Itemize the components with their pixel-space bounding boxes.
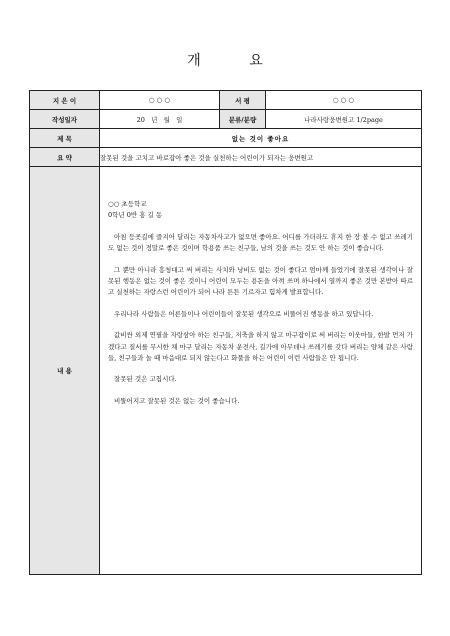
paragraph-6: 비뚤어지고 잘못된 것은 없는 것이 좋습니다. [114,396,240,405]
summary-label: 요 약 [30,148,100,167]
author-value: ○ ○ ○ [100,91,220,110]
subject-value: 없는 것이 좋아요 [100,129,422,148]
summary-row [30,148,422,167]
date-value: 20 년 월 일 [100,110,220,129]
subject-label: 제 목 [30,129,100,148]
school-line: ○○ 초등학교 [108,200,147,208]
summary-value: 잘못된 것을 고치고 바로잡아 좋은 것을 실천하는 어린이가 되자는 웅변원고 [100,148,422,167]
document-title: 개 요 [187,53,285,69]
content-row [30,167,422,575]
content-body [100,167,422,575]
overview-form [29,90,422,575]
paragraph-1: 아침 등굣길에 즐지어 달리는 자동차사고가 없으면 좋아요. 어디를 가더라도 휴지 한 장 볼 수 없고 쓰레기도 없는 것이 정말로 좋은 것이며 학용품 쓰는 친구들, 남의 것을 쓰는 것도 안 하는 것이 좋습니다. [108,232,413,253]
category-value: 나라사랑웅변원고 1/2page [266,110,422,129]
paragraph-4: 값비싼 외제 연필을 자랑삼아 하는 친구들, 저축을 하지 않고 마구잡이로 써 버리는 이웃마들, 한발 먼저 가겠다고 질서를 무시한 채 마구 달리는 자동차 운전사, 길가에 아무데나 쓰레기를 갖다 버리는 얌체 같은 사람들, 친구들과 놀 때 마음대로 되지 않는다고 화풀을 하는 어린이 이런 사람들은 안 됩니다. [108,331,413,363]
author-label: 지 은 이 [30,91,100,110]
paragraph-5: 잘못된 것은 고칩시다. [114,375,177,384]
subject-row [30,129,422,148]
date-label: 작성일자 [30,110,100,129]
judge-label: 서 평 [220,91,266,110]
student-line: 0학년 0반 홍 길 동 [108,211,163,220]
author-row [30,91,422,110]
judge-value: ○ ○ ○ [266,91,422,110]
paragraph-2: 그 뿐만 아니라 흥청대고 써 버리는 사치와 낭비도 없는 것이 좋다고 엄마께 들었기에 잘못된 생각이나 잘못된 행동은 없는 것이 좋은 것이니 어린이 모두는 용돈을 아껴 쓰며 하나에서 열까지 좋은 것만 본받아 따르고 실천하는 자랑스런 어린이가 되어 나라 튼튼 기르자고 힘차게 발표합니다. [108,265,413,297]
category-label: 분류/분량 [220,110,266,129]
paragraph-3: 우리나라 사람들은 어른들이나 어린이들이 잘못된 생각으로 비뚤어진 행동을 하고 있답니다. [114,309,374,318]
content-label: 내 용 [30,167,100,575]
date-row [30,110,422,129]
